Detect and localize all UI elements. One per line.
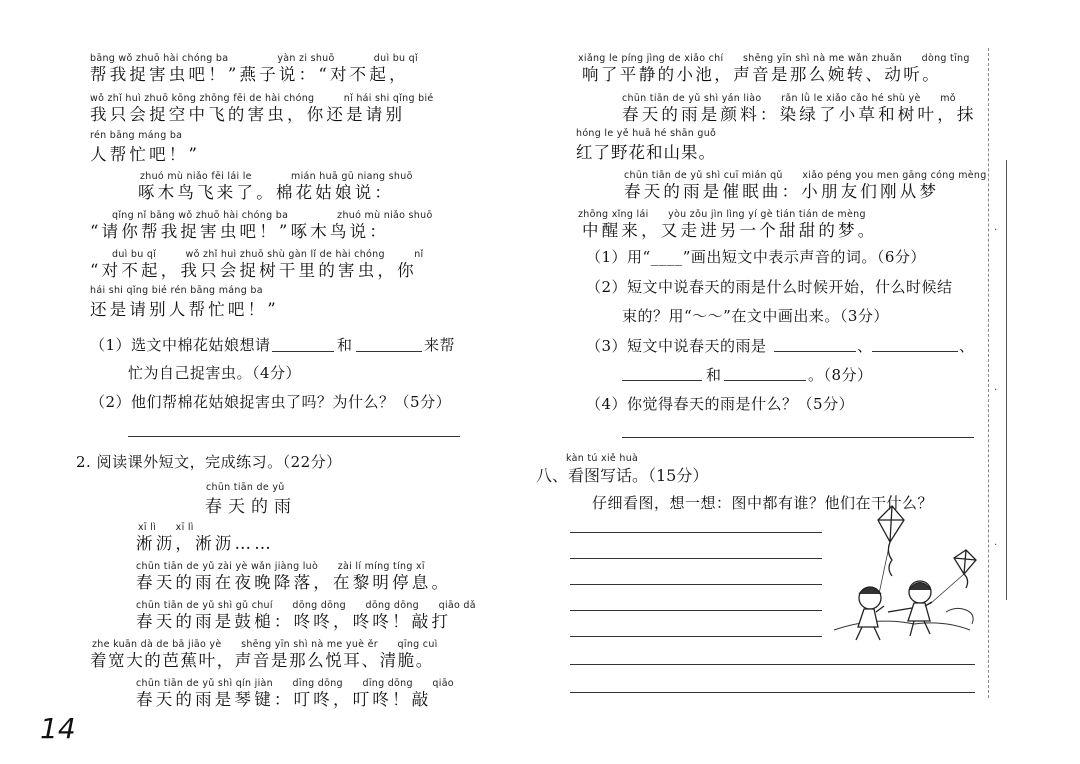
pinyin-line: hái shi qǐng bié rén bāng máng ba xyxy=(90,285,263,296)
pinyin-line: qǐng nǐ bāng wǒ zhuō hài chóng ba zhuó mù niǎo shuō xyxy=(112,210,433,221)
pinyin-line: bāng wǒ zhuō hài chóng ba yàn zi shuō duì bu qǐ xyxy=(90,53,418,64)
pinyin-line: zhōng xǐng lái yòu zǒu jìn lìng yí gè tián tián de mèng xyxy=(578,209,866,220)
child-figure xyxy=(856,587,884,640)
writing-line[interactable] xyxy=(570,692,975,693)
text-line: 响了平静的小池，声音是那么婉转、动听。 xyxy=(582,65,942,84)
answer-blank[interactable] xyxy=(622,380,702,381)
question-2-end: 束的？用“～～”在文中画出来。（3分） xyxy=(622,307,889,325)
text-line: 红了野花和山果。 xyxy=(576,143,716,162)
text-line: 淅沥，淅沥…… xyxy=(136,534,274,553)
pinyin-line: xiǎng le píng jìng de xiǎo chí shēng yīn shì nà me wǎn zhuǎn dòng tīng xyxy=(578,53,970,64)
pinyin-line: zhuó mù niǎo fēi lái le mián huā gū niang shuō xyxy=(140,171,413,182)
text-line: 啄木鸟飞来了。棉花姑娘说： xyxy=(138,183,395,202)
question-3-and: 和 xyxy=(706,366,722,384)
pinyin-line: xī lì xī lì xyxy=(138,522,194,533)
pinyin-line: chūn tiān de yǔ shì gǔ chuí dōng dōng dōng dōng qiāo dǎ xyxy=(136,600,476,611)
margin-mark: · xyxy=(994,225,998,236)
answer-blank[interactable] xyxy=(356,351,422,352)
text-line: “请你帮我捉害虫吧！”啄木鸟说： xyxy=(90,222,390,241)
question-1-end: 忙为自己捉害虫。（4分） xyxy=(128,364,302,382)
pinyin-line: chūn tiān de yǔ zài yè wǎn jiàng luò zài lí míng tíng xī xyxy=(136,561,425,572)
left-column xyxy=(0,0,520,764)
pinyin-line: rén bāng máng ba xyxy=(90,130,183,141)
text-line: 人帮忙吧！” xyxy=(90,145,201,164)
margin-mark: · xyxy=(994,540,998,551)
margin-mark: · xyxy=(994,385,998,396)
question-3-start: （3）短文中说春天的雨是 xyxy=(586,337,767,355)
question-3-sep: 、 xyxy=(959,337,975,355)
page-number: 14 xyxy=(40,712,76,745)
question-2-start: （2）短文中说春天的雨是什么时候开始，什么时候结 xyxy=(586,278,953,296)
section-2-heading: 2. 阅读课外短文，完成练习。（22分） xyxy=(76,453,342,471)
question-3-tail: 。（8分） xyxy=(808,366,873,384)
title-pinyin: chūn tiān de yǔ xyxy=(206,482,285,493)
answer-blank[interactable] xyxy=(774,351,856,352)
margin-divider xyxy=(988,48,989,698)
kite-children-illustration xyxy=(826,500,986,648)
pinyin-line: chūn tiān de yǔ shì yán liào rǎn lǜ le xiǎo cǎo hé shù yè mǒ xyxy=(622,93,956,104)
text-line: 还是请别人帮忙吧！” xyxy=(90,300,279,319)
question-2: （2）他们帮棉花姑娘捉害虫了吗？为什么？（5分） xyxy=(90,393,452,411)
writing-line[interactable] xyxy=(570,558,822,559)
pinyin-line: chūn tiān de yǔ shì cuī mián qǔ xiǎo péng you men gāng cóng mèng xyxy=(624,170,987,181)
pinyin-line: duì bu qǐ wǒ zhǐ huì zhuō shù gàn lǐ de hài chóng nǐ xyxy=(112,249,424,260)
text-line: 春天的雨是颜料：染绿了小草和树叶，抹 xyxy=(622,105,977,124)
right-column xyxy=(530,0,1000,764)
question-4: （4）你觉得春天的雨是什么？（5分） xyxy=(586,395,855,413)
pinyin-line: hóng le yě huā hé shān guǒ xyxy=(576,128,717,139)
section-8-heading: 八、看图写话。（15分） xyxy=(536,466,709,485)
question-1-tail: 来帮 xyxy=(424,336,456,354)
writing-line[interactable] xyxy=(570,636,822,637)
text-line: 春天的雨是琴键：叮咚，叮咚！敲 xyxy=(136,690,432,709)
writing-line[interactable] xyxy=(570,664,975,665)
pinyin-line: zhe kuān dà de bā jiāo yè shēng yīn shì nà me yuè ěr qīng cuì xyxy=(92,639,438,650)
kite-icon xyxy=(930,550,976,604)
question-3-sep: 、 xyxy=(857,337,873,355)
answer-blank[interactable] xyxy=(872,351,958,352)
question-1: （1）用“____”画出短文中表示声音的词。（6分） xyxy=(586,248,926,266)
text-line: 春天的雨是鼓槌：咚咚，咚咚！敲打 xyxy=(136,612,452,631)
question-1-and: 和 xyxy=(337,336,353,354)
passage-title: 春天的雨 xyxy=(205,497,297,517)
margin-rule xyxy=(1006,160,1007,600)
writing-line[interactable] xyxy=(570,584,822,585)
pinyin-line: wǒ zhǐ huì zhuō kōng zhōng fēi de hài chóng nǐ hái shi qǐng bié xyxy=(90,93,434,104)
question-1-start: （1）选文中棉花姑娘想请 xyxy=(90,336,271,354)
text-line: 我只会捉空中飞的害虫，你还是请别 xyxy=(90,105,406,124)
text-line: 春天的雨在夜晚降落，在黎明停息。 xyxy=(136,573,452,592)
section-8-prompt: 仔细看图，想一想：图中都有谁？他们在干什么？ xyxy=(592,494,934,512)
answer-blank[interactable] xyxy=(272,351,334,352)
child-figure xyxy=(888,581,932,636)
answer-line[interactable] xyxy=(622,437,974,438)
answer-line[interactable] xyxy=(128,436,460,437)
text-line: “对不起，我只会捉树干里的害虫，你 xyxy=(90,261,417,280)
text-line: 春天的雨是催眠曲：小朋友们刚从梦 xyxy=(624,182,940,201)
answer-blank[interactable] xyxy=(724,380,806,381)
writing-line[interactable] xyxy=(570,610,822,611)
section-8-pinyin: kàn tú xiě huà xyxy=(566,453,639,464)
text-line: 着宽大的芭蕉叶，声音是那么悦耳、清脆。 xyxy=(90,651,434,670)
text-line: 中醒来，又走进另一个甜甜的梦。 xyxy=(582,221,878,240)
pinyin-line: chūn tiān de yǔ shì qín jiàn dīng dōng dīng dōng qiāo xyxy=(136,678,454,689)
text-line: 帮我捉害虫吧！”燕子说：“对不起， xyxy=(90,65,409,84)
writing-line[interactable] xyxy=(570,532,822,533)
